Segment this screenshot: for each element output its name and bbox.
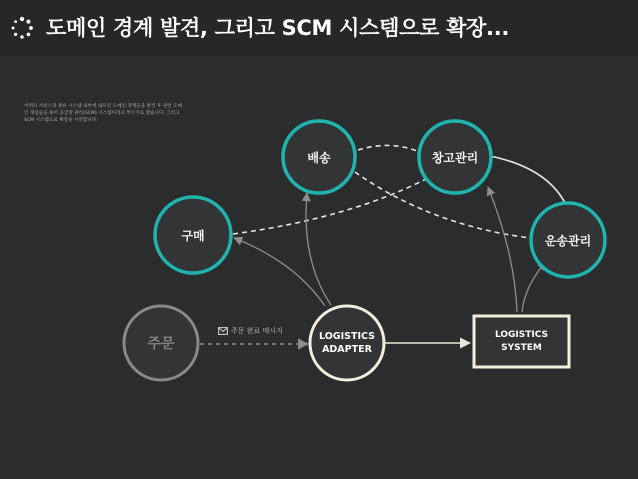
delivery-warehouse-link (358, 145, 420, 152)
description-line: SCM 시스템으로 확장을 시작합니다. (24, 117, 98, 123)
system-to-transport-arrow (522, 262, 546, 312)
transport-label: 운송관리 (544, 233, 592, 248)
order-message-text: 주문 완료 메시지 (231, 327, 283, 335)
adapter-label: LOGISTICS ADAPTER (319, 331, 375, 355)
purchase-label: 구매 (181, 228, 205, 243)
system-to-warehouse-arrow (488, 187, 517, 312)
adapter-to-delivery-arrow (306, 193, 331, 305)
order-label: 주문 (147, 336, 175, 352)
adapter-to-purchase-arrow (234, 238, 325, 306)
description-line: 어떠터 서비스의 종류 시스템 내부에 내포된 도메인 경계들을 발견 후 관련 도메 (24, 104, 183, 109)
description-line: 인 개념들을 묶어 공급망 관리(SCM) 시스템이라고 부르기로 했습니다. 그리고 (24, 110, 180, 116)
slide-title: 도메인 경계 발견, 그리고 SCM 시스템으로 확장... (46, 16, 510, 40)
warehouse-label: 창고관리 (431, 150, 479, 165)
mail-icon (218, 327, 228, 335)
order-message-label (218, 324, 283, 338)
delivery-label: 배송 (307, 150, 331, 165)
system-label: LOGISTICS SYSTEM (494, 330, 549, 353)
warehouse-transport-link (490, 156, 566, 205)
